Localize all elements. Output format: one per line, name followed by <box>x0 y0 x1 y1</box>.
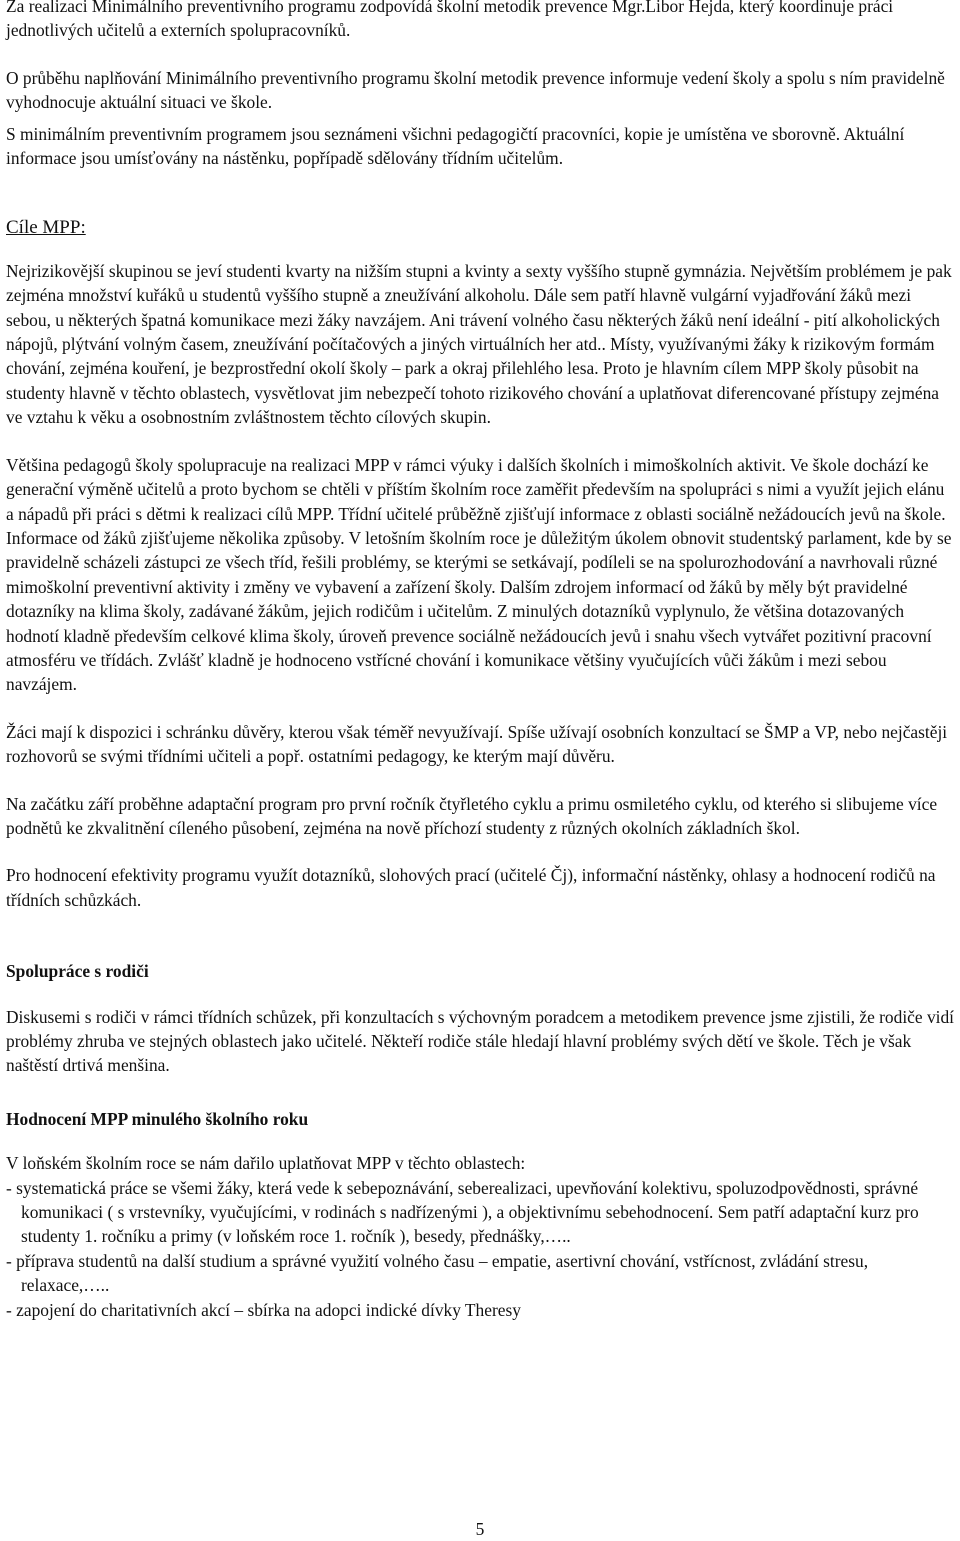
paragraph-coordinator: Za realizaci Minimálního preventivního programu zodpovídá školní metodik prevence Mgr.Libor Hejda, který koordinuje práci jednotlivých učitelů a externích spolupracovníků. <box>6 0 894 41</box>
paragraph-goals: Nejrizikovější skupinou se jeví studenti kvarty na nižším stupni a kvinty a sexty vyššího stupně gymnázia. Největším problémem je pak zejména množství kuřáků u studentů vyššího stupně a zneužívání alkoholu. Dále sem patří hlavně vulgární vyjadřování žáků mezi sebou, u některých špatná komunikace mezi žáky navzájem. Ani trávení volného času některých žáků není ideální - pití alkoholických nápojů, plýtvání volným časem, zneužívání počítačových a jiných virtuálních her atd.. Místy, využívanými žáky k rizikovým formám chování, zejména kouření, je bezprostřední okolí školy – park a okraj přilehlého lesa. Proto je hlavním cílem MPP školy působit na studenty hlavně v těchto oblastech, vysvětlovat jim nebezpečí tohoto rizikového chování a uplatňovat diferencované přístupy zejména ve vztahu k věku a osobnostním zvláštnostem těchto cílových skupin. <box>6 260 952 428</box>
paragraph-teachers-cooperation: Většina pedagogů školy spolupracuje na realizaci MPP v rámci výuky i dalších školních i mimoškolních aktivit. Ve škole dochází ke generační výměně učitelů a proto bychom se chtěli v příštím školním roce zaměřit především na spolupráci s nimi a využít jejich elánu a nápadů při práci s dětmi k realizaci cílů MPP. Třídní učitelé průběžně zjišťují informace z oblasti sociálně nežádoucích jevů na škole. Informace od žáků zjišťujeme několika způsoby. V letošním školním roce je důležitým úkolem obnovit studentský parlament, kde by se pravidelně scházeli zástupci ze všech tříd, řešili problémy, se kterými se setkávají, podíleli se na spolurozhodování a navrhovali různé mimoškolní preventivní aktivity i změny ve vybavení a zařízení školy. Dalším zdrojem informací od žáků by měly být pravidelné dotazníky na klima školy, zadávané žákům, jejich rodičům i učitelům. Z minulých dotazníků vyplynulo, že většina dotazovaných hodnotí kladně především celkové klima školy, úroveň prevence sociálně nežádoucích jevů i snahu všech vytvářet pozitivní pracovní atmosféru ve třídách. Zvlášť kladně je hodnoceno vstřícné chování i komunikace většiny vyučujících vůči žákům i mezi sebou navzájem. <box>6 454 952 695</box>
paragraph-staff-info: S minimálním preventivním programem jsou seznámeni všichni pedagogičtí pracovníci, kopie je umístěna ve sborovně. Aktuální informace jsou umísťovány na nástěnku, popřípadě sdělovány třídním učitelům. <box>6 123 905 169</box>
last-year-list <box>6 1176 954 1322</box>
paragraph-effectiveness: Pro hodnocení efektivity programu využít dotazníků, slohových prací (učitelé Čj), informační nástěnky, ohlasy a hodnocení rodičů na třídních schůzkách. <box>6 865 936 910</box>
list-item: - zapojení do charitativních akcí – sbírka na adopci indické dívky Theresy <box>6 1299 521 1320</box>
page-number: 5 <box>475 1519 485 1539</box>
goals-heading: Cíle MPP: <box>6 217 86 239</box>
paragraph-adaptation-program: Na začátku září proběhne adaptační program pro první ročník čtyřletého cyklu a primu osmiletého cyklu, od kterého si slibujeme více podnětů ke zkvalitnění cíleného působení, zejména na nově příchozí studenty z různých okolních základních škol. <box>6 793 938 838</box>
list-item: - příprava studentů na další studium a správné využití volného času – empatie, asertivní chování, vstřícnost, zvládání stresu, relaxace,….. <box>6 1250 869 1296</box>
parents-cooperation-heading: Spolupráce s rodiči <box>6 961 149 982</box>
paragraph-parents: Diskusemi s rodiči v rámci třídních schůzek, při konzultacích s výchovným poradcem a metodikem prevence jsme zjistili, že rodiče vidí problémy zhruba ve stejných oblastech jako učitelé. Někteří rodiče stále hledají hlavní problémy svých dětí ve škole. Těch je však naštěstí drtivá menšina. <box>6 1006 954 1076</box>
document-body <box>6 0 954 1322</box>
list-item: - systematická práce se všemi žáky, která vede k sebepoznávání, seberealizaci, upevňování kolektivu, spoluzodpovědnosti, správné komunikaci ( s vrstevníky, vyučujícími, v rodinách s nadřízenými ), a objektivnímu sebehodnocení. Sem patří adaptační kurz pro studenty 1. ročníku a primy (v loňském roce 1. ročník ), besedy, přednášky,….. <box>6 1177 919 1247</box>
last-year-evaluation-heading: Hodnocení MPP minulého školního roku <box>6 1108 309 1129</box>
paragraph-last-year-intro: V loňském školním roce se nám dařilo uplatňovat MPP v těchto oblastech: <box>6 1153 526 1174</box>
paragraph-trust-box: Žáci mají k dispozici i schránku důvěry, kterou však téměř nevyužívají. Spíše užívají osobních konzultací se ŠMP a VP, nebo nejčastěji rozhovorů se svými třídními učiteli a popř. ostatními pedagogy, ke kterým mají důvěru. <box>6 721 948 767</box>
paragraph-implementation: O průběhu naplňování Minimálního preventivního programu školní metodik prevence informuje vedení školy a spolu s ním pravidelně vyhodnocuje aktuální situaci ve škole. <box>6 67 945 113</box>
